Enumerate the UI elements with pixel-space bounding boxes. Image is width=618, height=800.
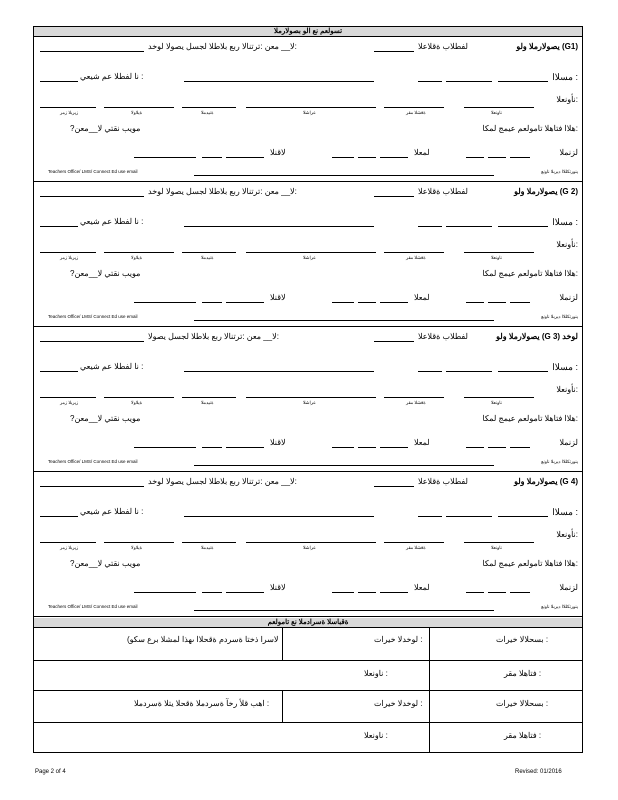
address-field-6[interactable] (464, 542, 534, 543)
work-phone-field[interactable] (358, 592, 376, 593)
mobile-field[interactable] (226, 447, 264, 448)
mobile-label: لاقنلا (270, 148, 286, 157)
relation-label: لفطلاب ةقلاعلا (418, 187, 468, 196)
custody-field[interactable] (40, 51, 144, 52)
name-field-3[interactable] (418, 226, 442, 227)
address-caption: زيربلا زمر (60, 110, 79, 115)
portal-options: Teachers Office/ LMS/ Connect Ed use email (48, 169, 138, 174)
prev-school-1-entry-date: لوخدلا خيرات : (374, 635, 423, 644)
address-caption: ةقشلا مقر (406, 110, 426, 115)
email-field[interactable] (194, 175, 494, 176)
divider (34, 690, 582, 691)
address-field-6[interactable] (464, 252, 534, 253)
mobile-label: لاقنلا (270, 293, 286, 302)
guardian-section-1 (34, 37, 582, 182)
name-field-3[interactable] (418, 81, 442, 82)
home-phone-field[interactable] (466, 592, 484, 593)
name-field-1[interactable] (498, 81, 548, 82)
portal-options: Teachers Office/ LMS/ Connect Ed use email (48, 604, 138, 609)
home-phone-field[interactable] (510, 447, 530, 448)
work-label: لمعلا (414, 583, 430, 592)
mobile-field[interactable] (202, 447, 222, 448)
address-caption: زيربلا زمر (60, 255, 79, 260)
custody-label: لا__ معن :ترتنالا ربع بلاطلا لجسل يصولا لوخد: (148, 477, 297, 486)
address-field-5[interactable] (384, 107, 444, 108)
prev-school-header: ةقباسلا ةسرادملا نع تامولعم (34, 618, 582, 628)
divider (34, 660, 582, 661)
address-caption: ناونعلا (491, 400, 502, 405)
divider (282, 628, 283, 660)
work-phone-field[interactable] (332, 302, 354, 303)
address-caption: ةقشلا مقر (406, 545, 426, 550)
name-label: مسلاا : (552, 217, 578, 227)
work-phone-field[interactable] (380, 157, 408, 158)
relation-field[interactable] (374, 196, 414, 197)
address-field-2[interactable] (104, 397, 174, 398)
address-field-3[interactable] (182, 107, 236, 108)
same-address-label: نا لفطلا عم شيعي : (80, 217, 144, 226)
address-caption: ةقشلا مقر (406, 400, 426, 405)
name-field-4[interactable] (184, 81, 374, 82)
address-caption: ةيلاولا (131, 545, 143, 550)
same-address-field[interactable] (40, 81, 78, 82)
address-field-4[interactable] (246, 397, 376, 398)
mobile-field[interactable] (134, 592, 196, 593)
prev-school-2-leave-date: بسحلالا خيرات : (496, 699, 549, 708)
relation-field[interactable] (374, 51, 414, 52)
email-field[interactable] (194, 610, 494, 611)
mobile-field[interactable] (226, 592, 264, 593)
form-header: تسولعم نع الو بصولارملا (34, 27, 582, 37)
relation-label: لفطلاب ةقلاعلا (418, 42, 468, 51)
guardian-section-3 (34, 327, 582, 472)
same-address-label: نا لفطلا عم شيعي : (80, 362, 144, 371)
email-field[interactable] (194, 465, 494, 466)
address-field-4[interactable] (246, 252, 376, 253)
name-label: مسلاا : (552, 362, 578, 372)
name-field-2[interactable] (446, 81, 492, 82)
mobile-field[interactable] (134, 157, 196, 158)
divider (429, 628, 430, 753)
mobile-label: لاقنلا (270, 583, 286, 592)
home-phone-field[interactable] (488, 157, 506, 158)
address-caption: ناونعلا (491, 255, 502, 260)
same-address-field[interactable] (40, 516, 78, 517)
custody-label: لا__ معن :ترتنالا ربع بلاطلا لجسل يصولا: (148, 332, 279, 341)
work-phone-field[interactable] (332, 447, 354, 448)
access-label: ?مويب نقتي لا__معن (70, 124, 141, 133)
prev-school-2-address: ناونعلا : (364, 731, 388, 740)
address-caption: ةيلاولا (131, 110, 143, 115)
custody-field[interactable] (40, 196, 144, 197)
prev-school-2-name: اهب قلأ رخآ ةسردملا ةقحلا يتلا ةسردملا : (134, 699, 270, 708)
home-phone-field[interactable] (466, 302, 484, 303)
name-field-4[interactable] (184, 226, 374, 227)
name-field-4[interactable] (184, 371, 374, 372)
name-field-1[interactable] (498, 516, 548, 517)
guardian-title: يصولارملا ولو (G 2) (514, 187, 578, 196)
address-caption: ناونعلا (491, 545, 502, 550)
name-label: مسلاا : (552, 72, 578, 82)
mobile-field[interactable] (134, 447, 196, 448)
home-phone-field[interactable] (488, 447, 506, 448)
address-caption: ةيلاولا (131, 400, 143, 405)
home-phone-field[interactable] (466, 157, 484, 158)
portal-options: Teachers Office/ LMS/ Connect Ed use email (48, 459, 138, 464)
address-caption: ناونعلا (491, 110, 502, 115)
name-field-3[interactable] (418, 516, 442, 517)
guardian-section-4 (34, 472, 582, 617)
address-field-4[interactable] (246, 542, 376, 543)
page-number: Page 2 of 4 (35, 769, 66, 775)
work-label: لمعلا (414, 438, 430, 447)
portal-options: Teachers Office/ LMS/ Connect Ed use email (48, 314, 138, 319)
relation-field[interactable] (374, 341, 414, 342)
address-field-4[interactable] (246, 107, 376, 108)
custody-label: لا__ معن :ترتنالا ربع بلاطلا لجسل يصولا لوخد: (148, 42, 297, 51)
address-caption: عراشلا (303, 255, 316, 260)
mobile-field[interactable] (202, 592, 222, 593)
name-field-1[interactable] (498, 371, 548, 372)
work-phone-field[interactable] (358, 302, 376, 303)
prev-school-1-phone: فتاهلا مقر : (504, 669, 542, 678)
mobile-field[interactable] (226, 302, 264, 303)
address-field-5[interactable] (384, 397, 444, 398)
address-caption: عراشلا (303, 110, 316, 115)
work-label: لمعلا (414, 148, 430, 157)
work-phone-field[interactable] (380, 592, 408, 593)
same-address-label: نا لفطلا عم شيعي : (80, 507, 144, 516)
name-field-2[interactable] (446, 226, 492, 227)
email-field[interactable] (194, 320, 494, 321)
address-caption: ةنيدملا (201, 400, 214, 405)
guardian-title: يصولارملا ولو (G 3) لوخد (496, 332, 578, 341)
address-caption: عراشلا (303, 545, 316, 550)
name-field-4[interactable] (184, 516, 374, 517)
address-field-1[interactable] (40, 252, 96, 253)
address-caption: زيربلا زمر (60, 545, 79, 550)
home-phone-label: لزنملا (559, 148, 578, 157)
access-label: ?مويب نقتي لا__معن (70, 269, 141, 278)
address-caption: ةنيدملا (201, 255, 214, 260)
contact-label: هلاا فتاهلا تامولعم عيمج لمكا: (482, 414, 578, 423)
address-field-6[interactable] (464, 397, 534, 398)
address-caption: ةنيدملا (201, 110, 214, 115)
name-field-2[interactable] (446, 516, 492, 517)
contact-label: هلاا فتاهلا تامولعم عيمج لمكا: (482, 124, 578, 133)
work-phone-field[interactable] (380, 302, 408, 303)
address-field-5[interactable] (384, 252, 444, 253)
address-field-3[interactable] (182, 542, 236, 543)
work-label: لمعلا (414, 293, 430, 302)
occupation-label: نأونعلا: (556, 385, 578, 394)
same-address-field[interactable] (40, 226, 78, 227)
occupation-label: نأونعلا: (556, 95, 578, 104)
home-phone-field[interactable] (510, 302, 530, 303)
custody-field[interactable] (40, 341, 144, 342)
same-address-label: نا لفطلا عم شيعي : (80, 72, 144, 81)
relation-field[interactable] (374, 486, 414, 487)
address-field-3[interactable] (182, 397, 236, 398)
home-phone-field[interactable] (510, 157, 530, 158)
home-phone-field[interactable] (488, 302, 506, 303)
occupation-label: نأونعلا: (556, 240, 578, 249)
address-field-2[interactable] (104, 542, 174, 543)
home-phone-field[interactable] (510, 592, 530, 593)
address-field-6[interactable] (464, 107, 534, 108)
prev-school-section (34, 628, 582, 753)
name-field-1[interactable] (498, 226, 548, 227)
address-caption: زيربلا زمر (60, 400, 79, 405)
guardian-title: يصولارملا ولو (G1) (516, 42, 578, 51)
mobile-field[interactable] (202, 157, 222, 158)
access-label: ?مويب نقتي لا__معن (70, 414, 141, 423)
mobile-field[interactable] (226, 157, 264, 158)
email-label: ينورتكللاا ديربلا ناونع (541, 314, 578, 319)
address-field-5[interactable] (384, 542, 444, 543)
home-phone-field[interactable] (488, 592, 506, 593)
address-field-1[interactable] (40, 397, 96, 398)
access-label: ?مويب نقتي لا__معن (70, 559, 141, 568)
mobile-field[interactable] (202, 302, 222, 303)
address-field-2[interactable] (104, 107, 174, 108)
occupation-label: نأونعلا: (556, 530, 578, 539)
name-label: مسلاا : (552, 507, 578, 517)
email-label: ينورتكللاا ديربلا ناونع (541, 604, 578, 609)
address-field-1[interactable] (40, 107, 96, 108)
name-field-2[interactable] (446, 371, 492, 372)
home-phone-label: لزنملا (559, 583, 578, 592)
relation-label: لفطلاب ةقلاعلا (418, 332, 468, 341)
home-phone-field[interactable] (466, 447, 484, 448)
same-address-field[interactable] (40, 371, 78, 372)
divider (34, 722, 582, 723)
prev-school-2-entry-date: لوخدلا خيرات : (374, 699, 423, 708)
work-phone-field[interactable] (380, 447, 408, 448)
address-caption: ةنيدملا (201, 545, 214, 550)
work-phone-field[interactable] (358, 157, 376, 158)
name-field-3[interactable] (418, 371, 442, 372)
address-caption: عراشلا (303, 400, 316, 405)
custody-field[interactable] (40, 486, 144, 487)
email-label: ينورتكللاا ديربلا ناونع (541, 169, 578, 174)
mobile-field[interactable] (134, 302, 196, 303)
revision-date: Revised: 01/2016 (515, 769, 562, 775)
address-caption: ةيلاولا (131, 255, 143, 260)
prev-school-1-name: (لاسرا ذختا ةسردم ةقحلاا ىهذا لمشلا برع سكو (127, 635, 279, 644)
divider (282, 690, 283, 722)
work-phone-field[interactable] (332, 592, 354, 593)
address-field-2[interactable] (104, 252, 174, 253)
address-caption: ةقشلا مقر (406, 255, 426, 260)
relation-label: لفطلاب ةقلاعلا (418, 477, 468, 486)
custody-label: لا__ معن :ترتنالا ربع بلاطلا لجسل يصولا لوخد: (148, 187, 297, 196)
work-phone-field[interactable] (358, 447, 376, 448)
address-field-3[interactable] (182, 252, 236, 253)
address-field-1[interactable] (40, 542, 96, 543)
prev-school-2-phone: فتاهلا مقر : (504, 731, 542, 740)
contact-label: هلاا فتاهلا تامولعم عيمج لمكا: (482, 559, 578, 568)
work-phone-field[interactable] (332, 157, 354, 158)
guardian-form (33, 26, 583, 753)
prev-school-1-leave-date: بسحلالا خيرات : (496, 635, 549, 644)
mobile-label: لاقنلا (270, 438, 286, 447)
home-phone-label: لزنملا (559, 438, 578, 447)
email-label: ينورتكللاا ديربلا ناونع (541, 459, 578, 464)
guardian-section-2 (34, 182, 582, 327)
prev-school-1-address: ناونعلا : (364, 669, 388, 678)
home-phone-label: لزنملا (559, 293, 578, 302)
contact-label: هلاا فتاهلا تامولعم عيمج لمكا: (482, 269, 578, 278)
guardian-title: يصولارملا ولو (G 4) (514, 477, 578, 486)
